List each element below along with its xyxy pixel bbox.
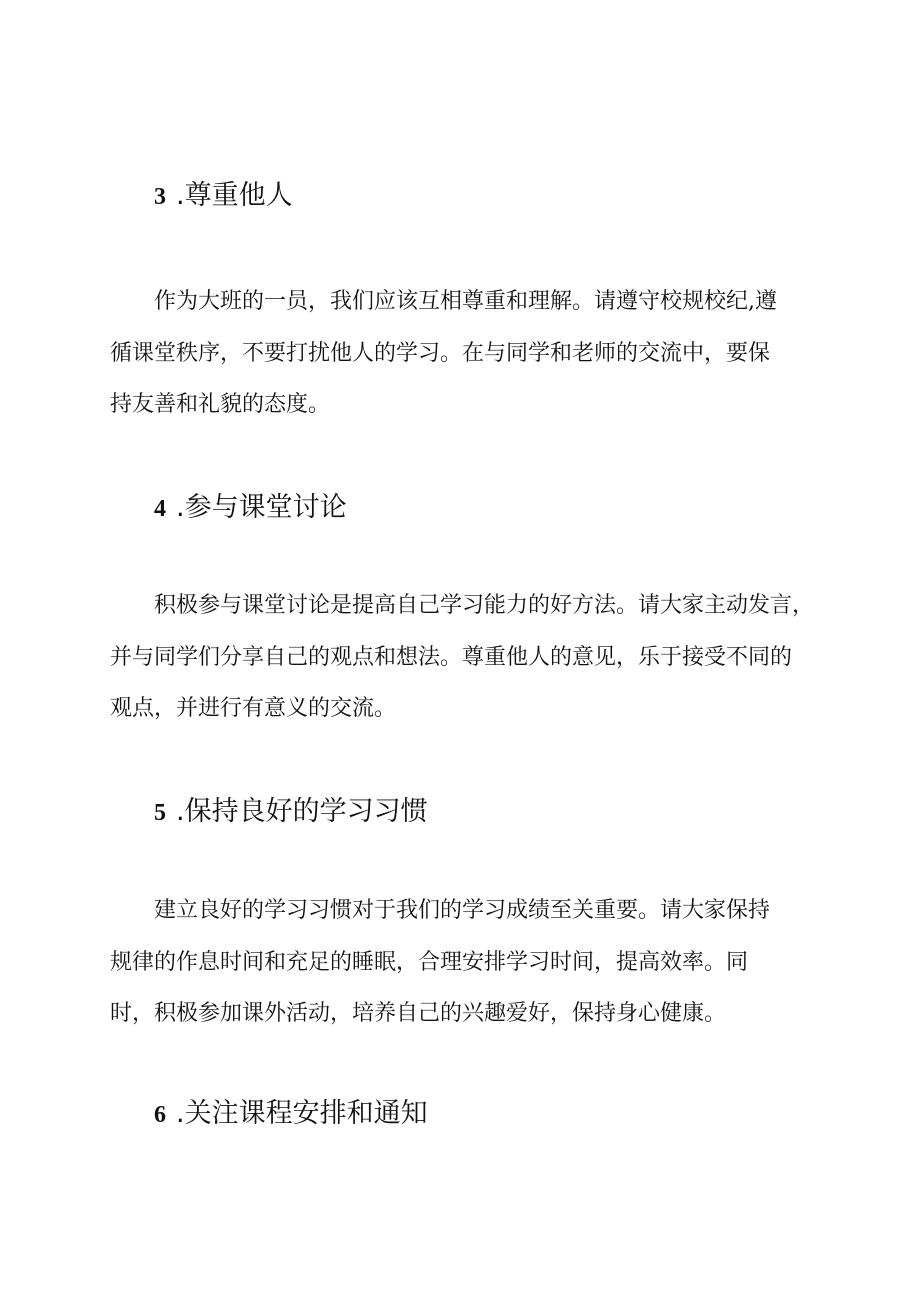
section-number: 5	[154, 800, 166, 826]
paragraph-line: 建立良好的学习习惯对于我们的学习成绩至关重要。请大家保持	[154, 898, 771, 923]
section-3-paragraph	[110, 276, 830, 431]
section-4-paragraph	[110, 580, 830, 735]
section-title: .尊重他人	[176, 180, 293, 211]
section-number: 3	[154, 184, 166, 210]
paragraph-line: 并与同学们分享自己的观点和想法。尊重他人的意见，乐于接受不同的	[110, 644, 793, 670]
paragraph-line: 规律的作息时间和充足的睡眠，合理安排学习时间，提高效率。同	[110, 949, 749, 975]
paragraph-line: 作为大班的一员，我们应该互相尊重和理解。请遵守校规校纪,遵	[154, 289, 777, 314]
paragraph-line: 时，积极参加课外活动，培养自己的兴趣爱好，保持身心健康。	[110, 1001, 727, 1026]
section-title: .关注课程安排和通知	[176, 1098, 428, 1129]
section-5-paragraph	[110, 885, 830, 1040]
section-6-heading	[154, 1099, 428, 1130]
section-number: 6	[154, 1102, 166, 1128]
section-number: 4	[154, 496, 166, 522]
section-title: .参与课堂讨论	[176, 492, 347, 523]
section-title: .保持良好的学习习惯	[176, 796, 428, 827]
section-3-heading	[154, 181, 293, 212]
section-4-heading	[154, 493, 347, 524]
section-5-heading	[154, 797, 428, 828]
paragraph-line: 积极参与课堂讨论是提高自己学习能力的好方法。请大家主动发言，	[154, 593, 815, 618]
paragraph-line: 观点，并进行有意义的交流。	[110, 696, 397, 721]
paragraph-line: 持友善和礼貌的态度。	[110, 392, 331, 417]
paragraph-line: 循课堂秩序，不要打扰他人的学习。在与同学和老师的交流中，要保	[110, 340, 771, 366]
